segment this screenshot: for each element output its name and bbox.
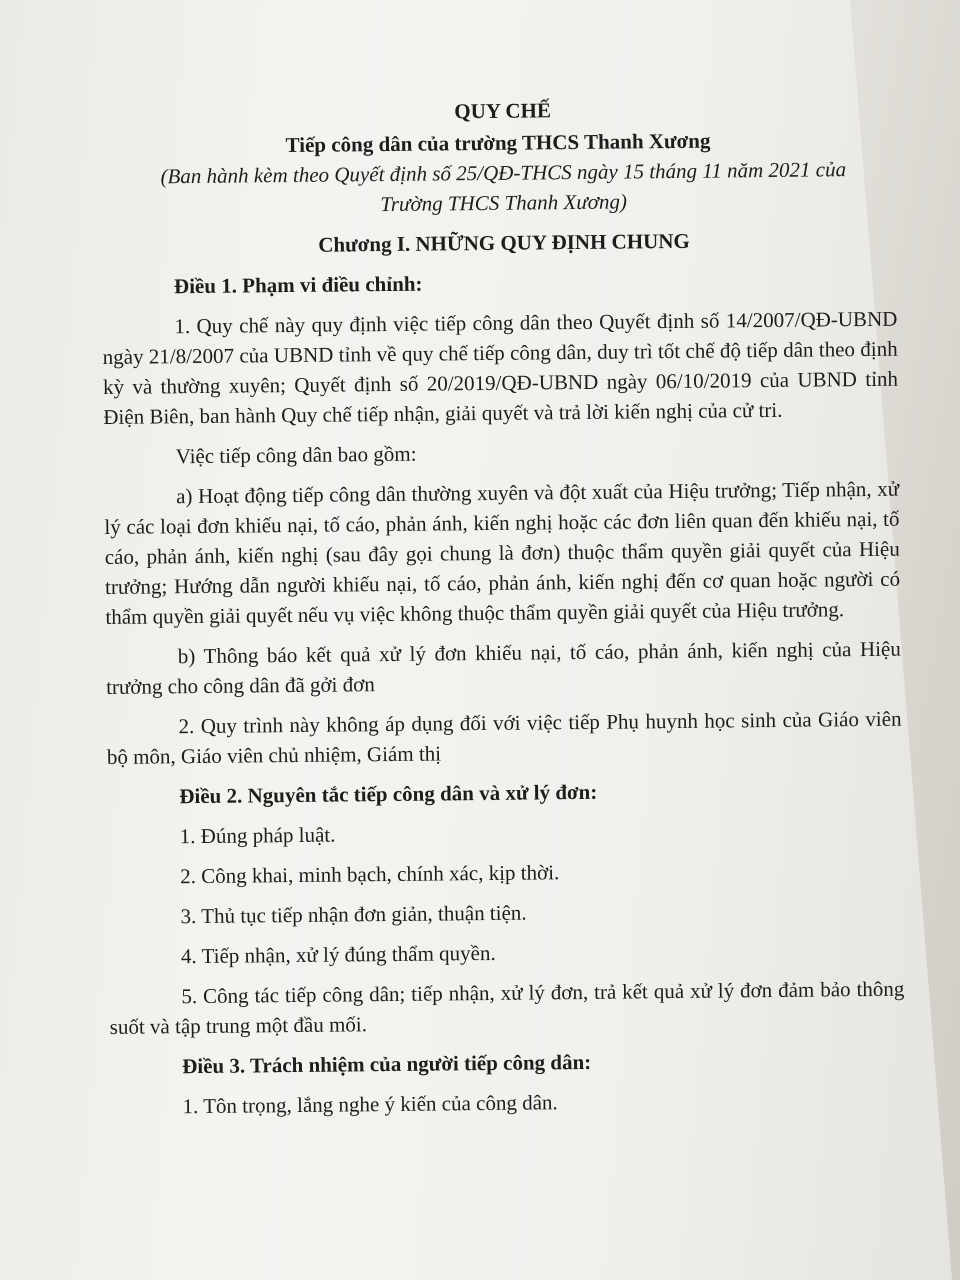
article-2-item-5: 5. Công tác tiếp công dân; tiếp nhận, xử lý đơn, trả kết quả xử lý đơn đảm bảo thông suốt và tập trung một đầu mối. xyxy=(109,976,905,1039)
article-2-heading: Điều 2. Nguyên tắc tiếp công dân và xử lý đơn: xyxy=(179,779,598,809)
article-2-item-2: 2. Công khai, minh bạch, chính xác, kịp thời. xyxy=(180,860,560,889)
article-1-paragraph-1: 1. Quy chế này quy định việc tiếp công dân theo Quyết định số 14/2007/QĐ-UBND ngày 21/8/2007 của UBND tỉnh về quy chế tiếp công dân, duy trì tốt chế độ tiếp dân theo định kỳ và thường xuyên; Quyết định số 20/2019/QĐ-UBND ngày 06/10/2019 của UBND tỉnh Điện Biên, ban hành Quy chế tiếp nhận, giải quyết và trả lời kiến nghị của cử tri. xyxy=(102,306,899,429)
article-3-item-1: 1. Tôn trọng, lắng nghe ý kiến của công dân. xyxy=(182,1090,558,1119)
article-2-item-4: 4. Tiếp nhận, xử lý đúng thẩm quyền. xyxy=(180,940,496,969)
document-subtitle: Tiếp công dân của trường THCS Thanh Xương xyxy=(285,128,711,158)
issuance-note: (Ban hành kèm theo Quyết định số 25/QĐ-THCS ngày 15 tháng 11 năm 2021 của Trường THCS Thanh Xương) xyxy=(160,157,847,217)
article-2-item-3: 3. Thủ tục tiếp nhận đơn giản, thuận tiện. xyxy=(180,900,527,929)
article-3-heading: Điều 3. Trách nhiệm của người tiếp công dân: xyxy=(181,1049,592,1079)
chapter-heading: Chương I. NHỮNG QUY ĐỊNH CHUNG xyxy=(318,228,690,257)
article-1-paragraph-2: Việc tiếp công dân bao gồm: xyxy=(175,441,417,469)
article-1-paragraph-a: a) Hoạt động tiếp công dân thường xuyên và đột xuất của Hiệu trưởng; Tiếp nhận, xử lý các loại đơn khiếu nại, tố cáo, phản ánh, kiến nghị hoặc các đơn liên quan đến khiếu nại, tố cáo, phản ánh, kiến nghị (sau đây gọi chung là đơn) thuộc thẩm quyền giải quyết của Hiệu trưởng; Hướng dẫn người khiếu nại, tố cáo, phản ánh, kiến nghị đến cơ quan hoặc người có thẩm quyền giải quyết nếu vụ việc không thuộc thẩm quyền giải quyết của Hiệu trưởng. xyxy=(104,476,901,629)
document-body xyxy=(100,92,906,1122)
article-1-paragraph-b: b) Thông báo kết quả xử lý đơn khiếu nại, tố cáo, phản ánh, kiến nghị của Hiệu trưởng cho công dân đã gởi đơn xyxy=(106,636,901,699)
document-title: QUY CHẾ xyxy=(454,98,552,124)
article-2-item-1: 1. Đúng pháp luật. xyxy=(179,822,336,849)
article-1-heading: Điều 1. Phạm vi điều chỉnh: xyxy=(173,271,423,299)
article-1-paragraph-2-scope: 2. Quy trình này không áp dụng đối với việc tiếp Phụ huynh học sinh của Giáo viên bộ môn, Giáo viên chủ nhiệm, Giám thị xyxy=(106,706,902,769)
